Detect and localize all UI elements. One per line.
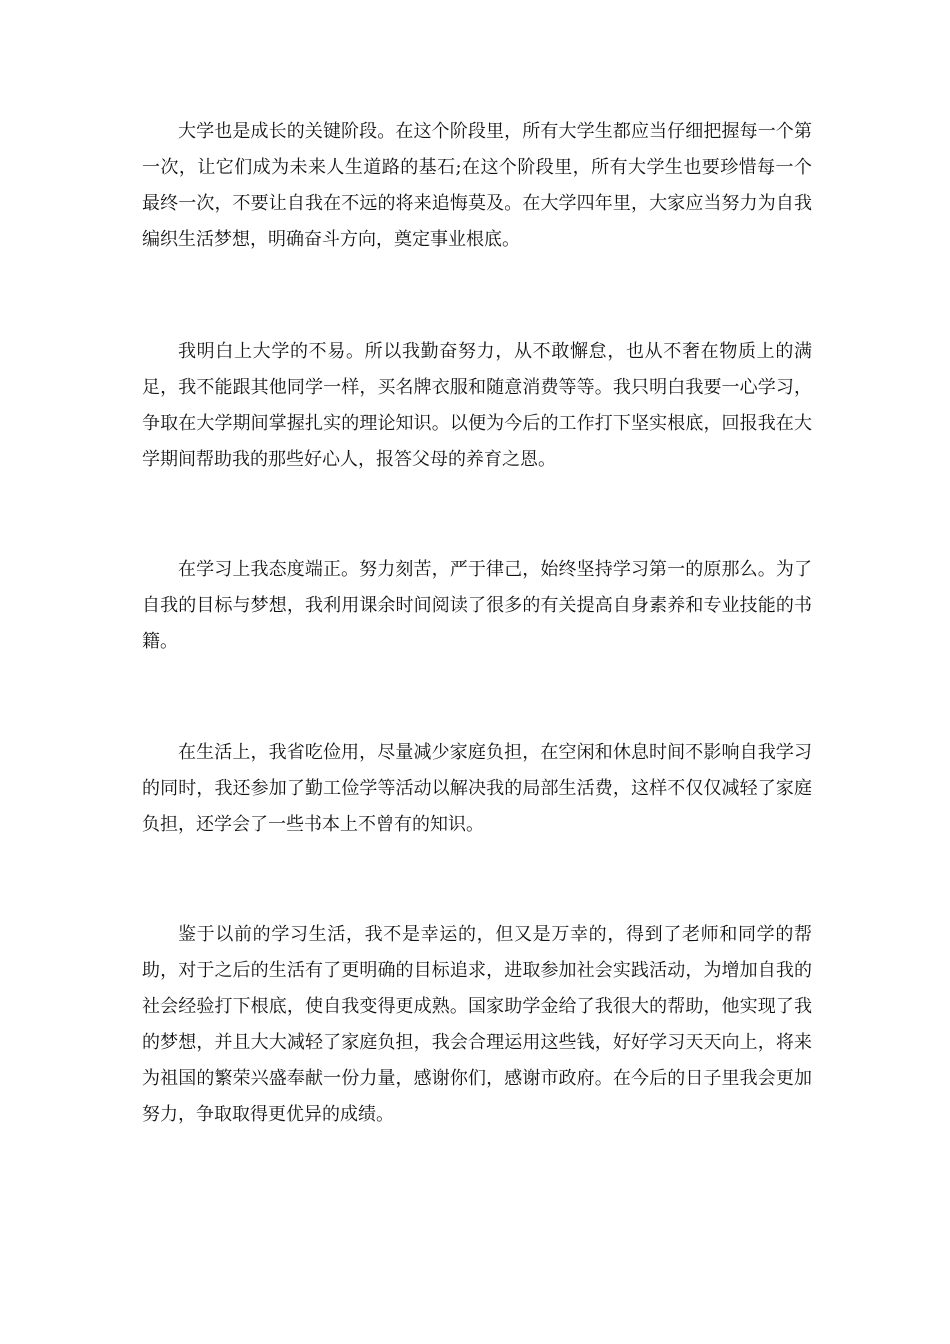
paragraph-1: 大学也是成长的关键阶段。在这个阶段里，所有大学生都应当仔细把握每一个第一次，让它们成为未来人生道路的基石;在这个阶段里，所有大学生也要珍惜每一个最终一次，不要让自我在不远的将来追悔莫及。在大学四年里，大家应当努力为自我编织生活梦想，明确奋斗方向，奠定事业根底。 bbox=[142, 121, 812, 250]
paragraph-3: 在学习上我态度端正。努力刻苦，严于律己，始终坚持学习第一的原那么。为了自我的目标与梦想，我利用课余时间阅读了很多的有关提高自身素养和专业技能的书籍。 bbox=[142, 559, 812, 652]
paragraph-5: 鉴于以前的学习生活，我不是幸运的，但又是万幸的，得到了老师和同学的帮助，对于之后的生活有了更明确的目标追求，进取参加社会实践活动，为增加自我的社会经验打下根底，使自我变得更成熟。国家助学金给了我很大的帮助，他实现了我的梦想，并且大大减轻了家庭负担，我会合理运用这些钱，好好学习天天向上，将来为祖国的繁荣兴盛奉献一份力量，感谢你们，感谢市政府。在今后的日子里我会更加努力，争取取得更优异的成绩。 bbox=[142, 924, 812, 1125]
paragraph-2: 我明白上大学的不易。所以我勤奋努力，从不敢懈怠，也从不奢在物质上的满足，我不能跟其他同学一样，买名牌衣服和随意消费等等。我只明白我要一心学习，争取在大学期间掌握扎实的理论知识。以便为今后的工作打下坚实根底，回报我在大学期间帮助我的那些好心人，报答父母的养育之恩。 bbox=[142, 341, 812, 470]
paragraph-4: 在生活上，我省吃俭用，尽量减少家庭负担，在空闲和休息时间不影响自我学习的同时，我还参加了勤工俭学等活动以解决我的局部生活费，这样不仅仅减轻了家庭负担，还学会了一些书本上不曾有的知识。 bbox=[142, 742, 812, 835]
